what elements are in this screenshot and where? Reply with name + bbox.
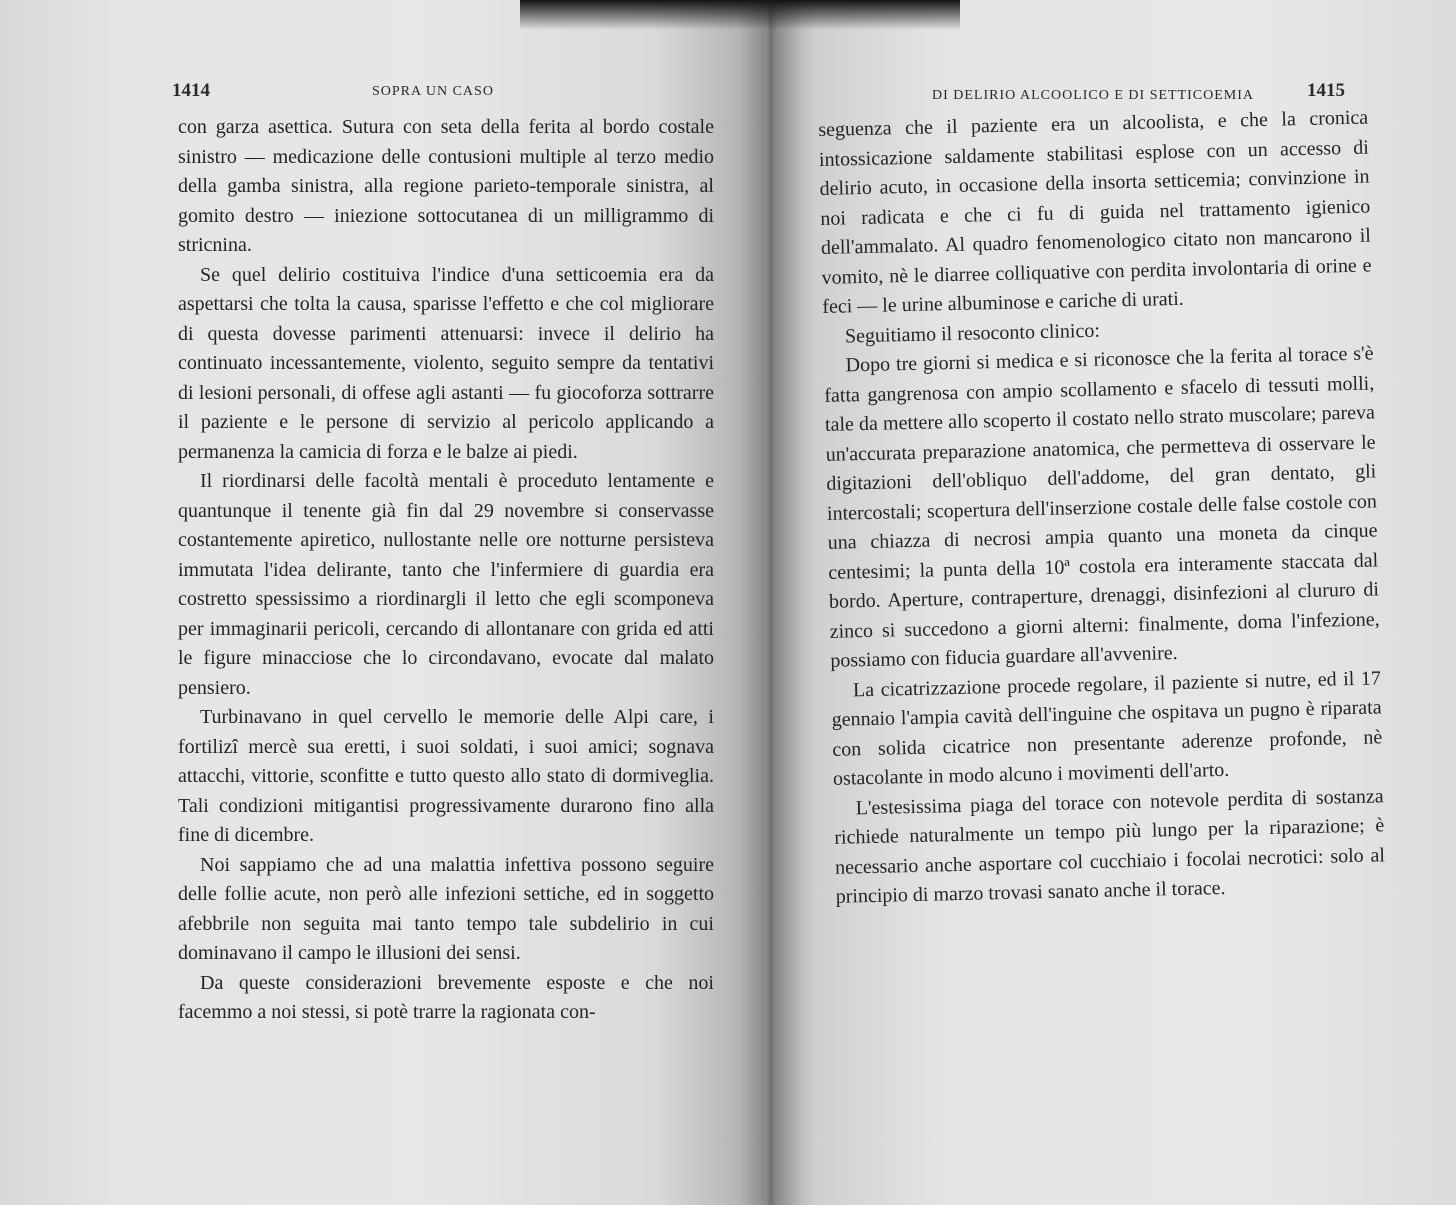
right-page <box>770 0 1456 1205</box>
right-paragraph-2: Dopo tre giorni si medica e si riconosce che la ferita al torace s'è fatta gangrenosa con ampio scollamento e sfacelo di tessuti molli, tale da mettere allo scoperto il costato nello strato muscolare; pareva un'accurata preparazione anatomica, che permetteva di osservare le digitazioni dell'obliquo dell'addome, del gran dentato, gli intercostali; scopertura dell'inserzione costale delle false costole con una chiazza di necrosi ampia quanto una moneta da cinque centesimi; la punta della 10ª costola era interamente staccata dal bordo. Aperture, contraperture, drenaggi, disinfezioni al clururo di zinco si succedono a giorni alterni: finalmente, doma l'infezione, possiamo con fiducia guardare all'avvenire. <box>824 342 1380 672</box>
left-paragraph-6: Da queste considerazioni brevemente esposte e che noi facemmo a noi stessi, si potè trarre la ragionata con- <box>178 971 714 1023</box>
left-paragraph-3: Il riordinarsi delle facoltà mentali è proceduto lentamente e quantunque il tenente già fin dal 29 novembre si conservasse costantemente apiretico, nullostante nelle ore notturne persisteva immutata l'idea delirante, tanto che l'infermiere di guardia era costretto spessissimo a riordinargli il letto che egli scomponeva per immaginarii pericoli, cercando di allontanare con grida ed atti le figure minacciose che lo circondavano, evocate dal malato pensiero. <box>178 470 714 699</box>
right-paragraph-1: Seguitiamo il resoconto clinico: <box>844 319 1101 347</box>
right-paragraph-3: La cicatrizzazione procede regolare, il paziente si nutre, ed il 17 gennaio l'ampia cavità dell'inguine che ospitava un pugno è riparata con solida cicatrice non presentante aderenze profonde, nè ostacolante in modo alcuno i movimenti dell'arto. <box>831 666 1383 790</box>
right-page-body <box>818 104 1386 913</box>
right-paragraph-4: L'estesissima piaga del torace con notevole perdita di sostanza richiede naturalmente un tempo più lungo per la riparazione; è necessario anche asportare col cucchiaio i focolai necrotici: solo al principio di marzo trovasi sanato anche il torace. <box>834 784 1386 908</box>
left-paragraph-1: con garza asettica. Sutura con seta della ferita al bordo costale sinistro — medicazione delle contusioni multiple al terzo medio della gamba sinistra, alla regione parieto-temporale sinistra, al gomito destro — iniezione sottocutanea di un milligrammo di stricnina. <box>178 116 714 256</box>
left-page-number: 1414 <box>172 80 210 101</box>
left-running-head: SOPRA UN CASO <box>372 84 494 99</box>
left-paragraph-4: Turbinavano in quel cervello le memorie delle Alpi care, i fortilizî mercè sua eretti, i suoi soldati, i suoi amici; sognava attacchi, vittorie, sconfitte e tutto questo allo stato di dormiveglia. Tali condizioni mitigantisi progressivamente durarono fino alla fine di dicembre. <box>178 706 714 846</box>
right-running-head: DI DELIRIO ALCOOLICO E DI SETTICOEMIA <box>932 88 1255 103</box>
left-paragraph-2: Se quel delirio costituiva l'indice d'una setticoemia era da aspettarsi che tolta la causa, sparisse l'effetto e che col migliorare di questa dovesse parimenti attenuarsi: invece il delirio ha continuato incessantemente, violento, seguito sempre da tentativi di lesioni personali, di offese agli astanti — fu giocoforza sottrarre il paziente e le persone di servizio al pericolo applicando a permanenza la camicia di forza e le balze ai piedi. <box>178 263 714 463</box>
right-page-number: 1415 <box>1307 80 1345 101</box>
right-paragraph-continued: seguenza che il paziente era un alcoolista, e che la cronica intossicazione saldamente stabilitasi esplose con un accesso di delirio acuto, in occasione della insorta setticemia; convinzione in noi radicata e che ci fu di guida nel trattamento igienico dell'ammalato. Al quadro fenomenologico citato non mancarono il vomito, nè le diarree colliquative con perdita involontaria di orine e feci — le urine albuminose e cariche di urati. <box>818 106 1372 318</box>
left-page-body <box>178 113 714 1028</box>
left-paragraph-5: Noi sappiamo che ad una malattia infettiva possono seguire delle follie acute, non però alle infezioni settiche, ed in soggetto afebbrile non seguita mai tanto tempo tale subdelirio in cui dominavano il campo le illusioni dei sensi. <box>178 853 714 964</box>
